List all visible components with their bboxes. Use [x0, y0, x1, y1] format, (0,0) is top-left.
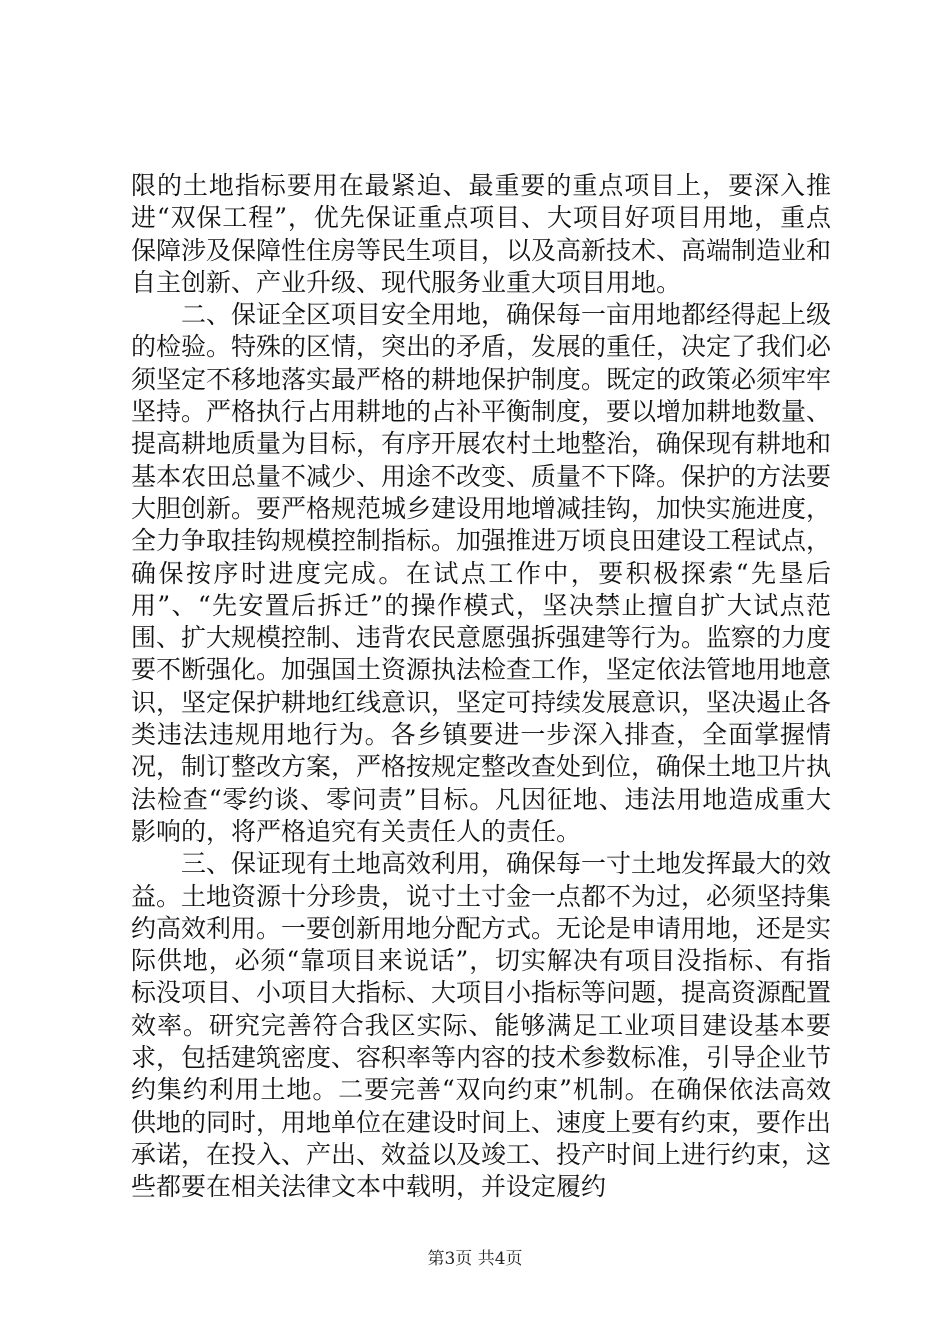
- paragraph-continuation: 限的土地指标要用在最紧迫、最重要的重点项目上，要深入推进“双保工程”，优先保证重点项目、大项目好项目用地，重点保障涉及保障性住房等民生项目，以及高新技术、高端制造业和自主创新、产业升级、现代服务业重大项目用地。: [131, 171, 832, 297]
- document-body: [131, 170, 831, 1204]
- paragraph-section-two: 二、保证全区项目安全用地，确保每一亩用地都经得起上级的检验。特殊的区情，突出的矛盾，发展的重任，决定了我们必须坚定不移地落实最严格的耕地保护制度。既定的政策必须牢牢坚持。严格执行占用耕地的占补平衡制度，要以增加耕地数量、提高耕地质量为目标，有序开展农村土地整治，确保现有耕地和基本农田总量不减少、用途不改变、质量不下降。保护的方法要大胆创新。要严格规范城乡建设用地增减挂钩，加快实施进度，全力争取挂钩规模控制指标。加强推进万顷良田建设工程试点，确保按序时进度完成。在试点工作中，要积极探索“先垦后用”、“先安置后拆迁”的操作模式，坚决禁止擅自扩大试点范围、扩大规模控制、违背农民意愿强拆强建等行为。监察的力度要不断强化。加强国土资源执法检查工作，坚定依法管地用地意识，坚定保护耕地红线意识，坚定可持续发展意识，坚决遏止各类违法违规用地行为。各乡镇要进一步深入排查，全面掌握情况，制订整改方案，严格按规定整改查处到位，确保土地卫片执法检查“零约谈、零问责”目标。凡因征地、违法用地造成重大影响的，将严格追究有关责任人的责任。: [131, 300, 832, 846]
- paragraph-section-three: 三、保证现有土地高效利用，确保每一寸土地发挥最大的效益。土地资源十分珍贵，说寸土寸金一点都不为过，必须坚持集约高效利用。一要创新用地分配方式。无论是申请用地，还是实际供地，必须“靠项目来说话”，切实解决有项目没指标、有指标没项目、小项目大指标、大项目小指标等问题，提高资源配置效率。研究完善符合我区实际、能够满足工业项目建设基本要求，包括建筑密度、容积率等内容的技术参数标准，引导企业节约集约利用土地。二要完善“双向约束”机制。在确保依法高效供地的同时，用地单位在建设时间上、速度上要有约束，要作出承诺，在投入、产出、效益以及竣工、投产时间上进行约束，这些都要在相关法律文本中载明，并设定履约: [131, 849, 832, 1202]
- page-footer: 第3页 共4页: [427, 1249, 523, 1269]
